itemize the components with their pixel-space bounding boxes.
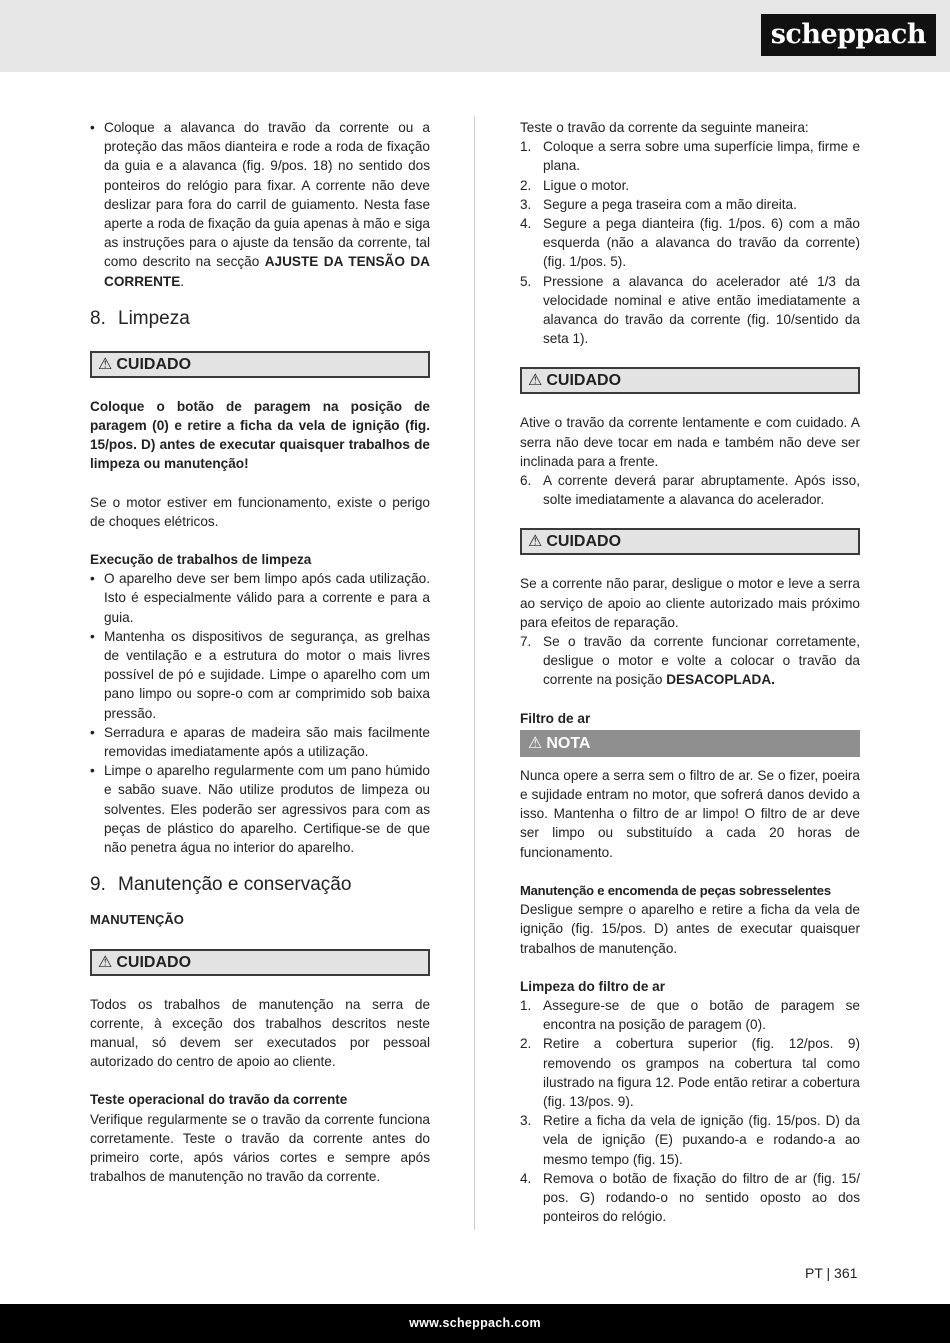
list-item: 7. Se o travão da corrente funcionar corretamente, desligue o motor e volte a colocar o travão da corrente na posição DESACOPLADA.: [520, 634, 860, 688]
warning-icon: ⚠: [528, 734, 543, 752]
header-bar: [0, 0, 950, 72]
note-box: ⚠ NOTA: [520, 730, 860, 757]
list-item: 6. A corrente deverá parar abruptamente. Após isso, solte imediatamente a alavanca do acelerador.: [520, 473, 860, 508]
cleaning-heading: Execução de trabalhos de limpeza: [90, 552, 312, 568]
brake-test-heading: Teste operacional do travão da corrente: [90, 1092, 348, 1108]
intro-bullet-list: [90, 118, 430, 291]
warning-icon: ⚠: [98, 953, 113, 971]
note-text: Nunca opere a serra sem o filtro de ar. Se o fizer, poeira e sujidade entram no motor, que sofrerá danos devido a isso. Mantenha o filtro de ar limpo! O filtro de ar deve ser limpo ou substituído a cada 20 horas de funcionamento.: [520, 767, 860, 860]
list-item: 1. Assegure-se de que o botão de paragem se encontra na posição de paragem (0).: [520, 997, 860, 1033]
maintenance-heading: MANUTENÇÃO: [90, 912, 184, 928]
filter-steps-list: [520, 996, 860, 1226]
footer-bar: [0, 1304, 950, 1343]
list-item: 2. Ligue o motor.: [520, 177, 630, 193]
warning-icon: ⚠: [528, 533, 543, 551]
step-7-list: [520, 632, 860, 690]
list-item: • Serradura e aparas de madeira são mais facilmente removidas imediatamente após a utilização.: [90, 723, 430, 761]
caution-text: Se a corrente não parar, desligue o motor e leve a serra ao serviço de apoio ao cliente autorizado mais próximo para efeitos de reparação.: [520, 576, 860, 630]
section-9-heading: 9. Manutenção e conservação: [90, 874, 352, 896]
caution-box: ⚠ CUIDADO: [520, 367, 860, 394]
filter-cleaning-heading: Limpeza do filtro de ar: [520, 978, 666, 994]
list-item: • O aparelho deve ser bem limpo após cada utilização. Isto é especialmente válido para a corrente e para a guia.: [90, 569, 430, 627]
list-item: 2. Retire a cobertura superior (fig. 12/pos. 9) removendo os grampos na cobertura tal como ilustrado na figura 12. Pode então retirar a cobertura (fig. 13/pos. 9).: [520, 1036, 860, 1109]
caution-text: Todos os trabalhos de manutenção na serra de corrente, à exceção dos trabalhos descritos neste manual, só devem ser executados por pessoal autorizado do centro de apoio ao cliente.: [90, 996, 430, 1070]
column-divider: [474, 116, 475, 1230]
cleaning-bullet-list: [90, 569, 430, 857]
list-item: 3. Retire a ficha da vela de ignição (fig. 15/pos. D) da vela de ignição (E) puxando-a e rodando-a ao mesmo tempo (fig. 15).: [520, 1113, 860, 1167]
list-item: • Mantenha os dispositivos de segurança, as grelhas de ventilação e a estrutura do motor o mais livres possível de pó e sujidade. Limpe o aparelho com um pano limpo ou sopre-o com ar comprimido sob baixa pressão.: [90, 627, 430, 723]
list-item: 4. Segure a pega dianteira (fig. 1/pos. 6) com a mão esquerda (não a alavanca do travão da corrente) (fig. 1/pos. 5).: [520, 216, 860, 270]
warning-icon: ⚠: [528, 372, 543, 390]
right-column: [520, 118, 860, 1226]
caution-text: Coloque o botão de paragem na posição de paragem (0) e retire a ficha da vela de ignição (fig. 15/pos. D) antes de executar quaisquer trabalhos de limpeza ou manutenção!: [90, 398, 430, 472]
list-item: • Coloque a alavanca do travão da corrente ou a proteção das mãos dianteira e rode a roda de fixação da guia e a alavanca (fig. 9/pos. 18) no sentido dos ponteiros do relógio para fixar. A corrente não deve deslizar para fora do carril de guiamento. Nesta fase aperte a roda de fixação da guia apenas à mão e siga as instruções para o ajuste da tensão da corrente, tal como descrito na secção AJUSTE DA TENSÃO DA CORRENTE.: [90, 118, 430, 291]
caution-text: Ative o travão da corrente lentamente e com cuidado. A serra não deve tocar em nada e também não deve ser inclinada para a frente.: [520, 415, 860, 469]
air-filter-heading: Filtro de ar: [520, 710, 591, 726]
page-number: PT | 361: [805, 1265, 858, 1281]
caution-box: ⚠ CUIDADO: [90, 351, 430, 378]
section-8-heading: 8. Limpeza: [90, 307, 190, 329]
brand-logo: scheppach: [761, 14, 936, 56]
list-item: 5. Pressione a alavanca do acelerador até 1/3 da velocidade nominal e ative então imediatamente a alavanca do travão da corrente (fig. 10/sentido da seta 1).: [520, 273, 860, 347]
list-item: 4. Remova o botão de fixação do filtro de ar (fig. 15/ pos. G) rodando-o no sentido oposto ao dos ponteiros do relógio.: [520, 1170, 860, 1225]
spare-parts-heading: Manutenção e encomenda de peças sobresselentes: [520, 882, 831, 898]
warning-icon: ⚠: [98, 355, 113, 373]
spare-parts-text: Desligue sempre o aparelho e retire a ficha da vela de ignição (fig. 15/pos. D) antes de executar quaisquer trabalhos de manutenção.: [520, 902, 860, 956]
brake-test-text: Verifique regularmente se o travão da corrente funciona corretamente. Teste o travão da corrente antes do primeiro corte, após vários cortes e sempre após trabalhos de manutenção no travão da corrente.: [90, 1111, 430, 1185]
list-item: • Limpe o aparelho regularmente com um pano húmido e sabão suave. Não utilize produtos de limpeza ou solventes. Eles poderão ser agressivos para com as peças de plástico do aparelho. Certifique-se de que não penetra água no interior do aparelho.: [90, 761, 430, 857]
test-steps-list: [520, 137, 860, 348]
caution-box: ⚠ CUIDADO: [90, 949, 430, 976]
motor-warning-text: Se o motor estiver em funcionamento, existe o perigo de choques elétricos.: [90, 494, 430, 529]
website-link[interactable]: www.scheppach.com: [409, 1316, 541, 1330]
caution-box: ⚠ CUIDADO: [520, 528, 860, 555]
left-column: [90, 118, 430, 1186]
step-6-list: [520, 471, 860, 509]
list-item: 1. Coloque a serra sobre uma superfície limpa, firme e plana.: [520, 139, 860, 174]
test-intro-text: Teste o travão da corrente da seguinte maneira:: [520, 120, 809, 135]
list-item: 3. Segure a pega traseira com a mão direita.: [520, 196, 797, 212]
